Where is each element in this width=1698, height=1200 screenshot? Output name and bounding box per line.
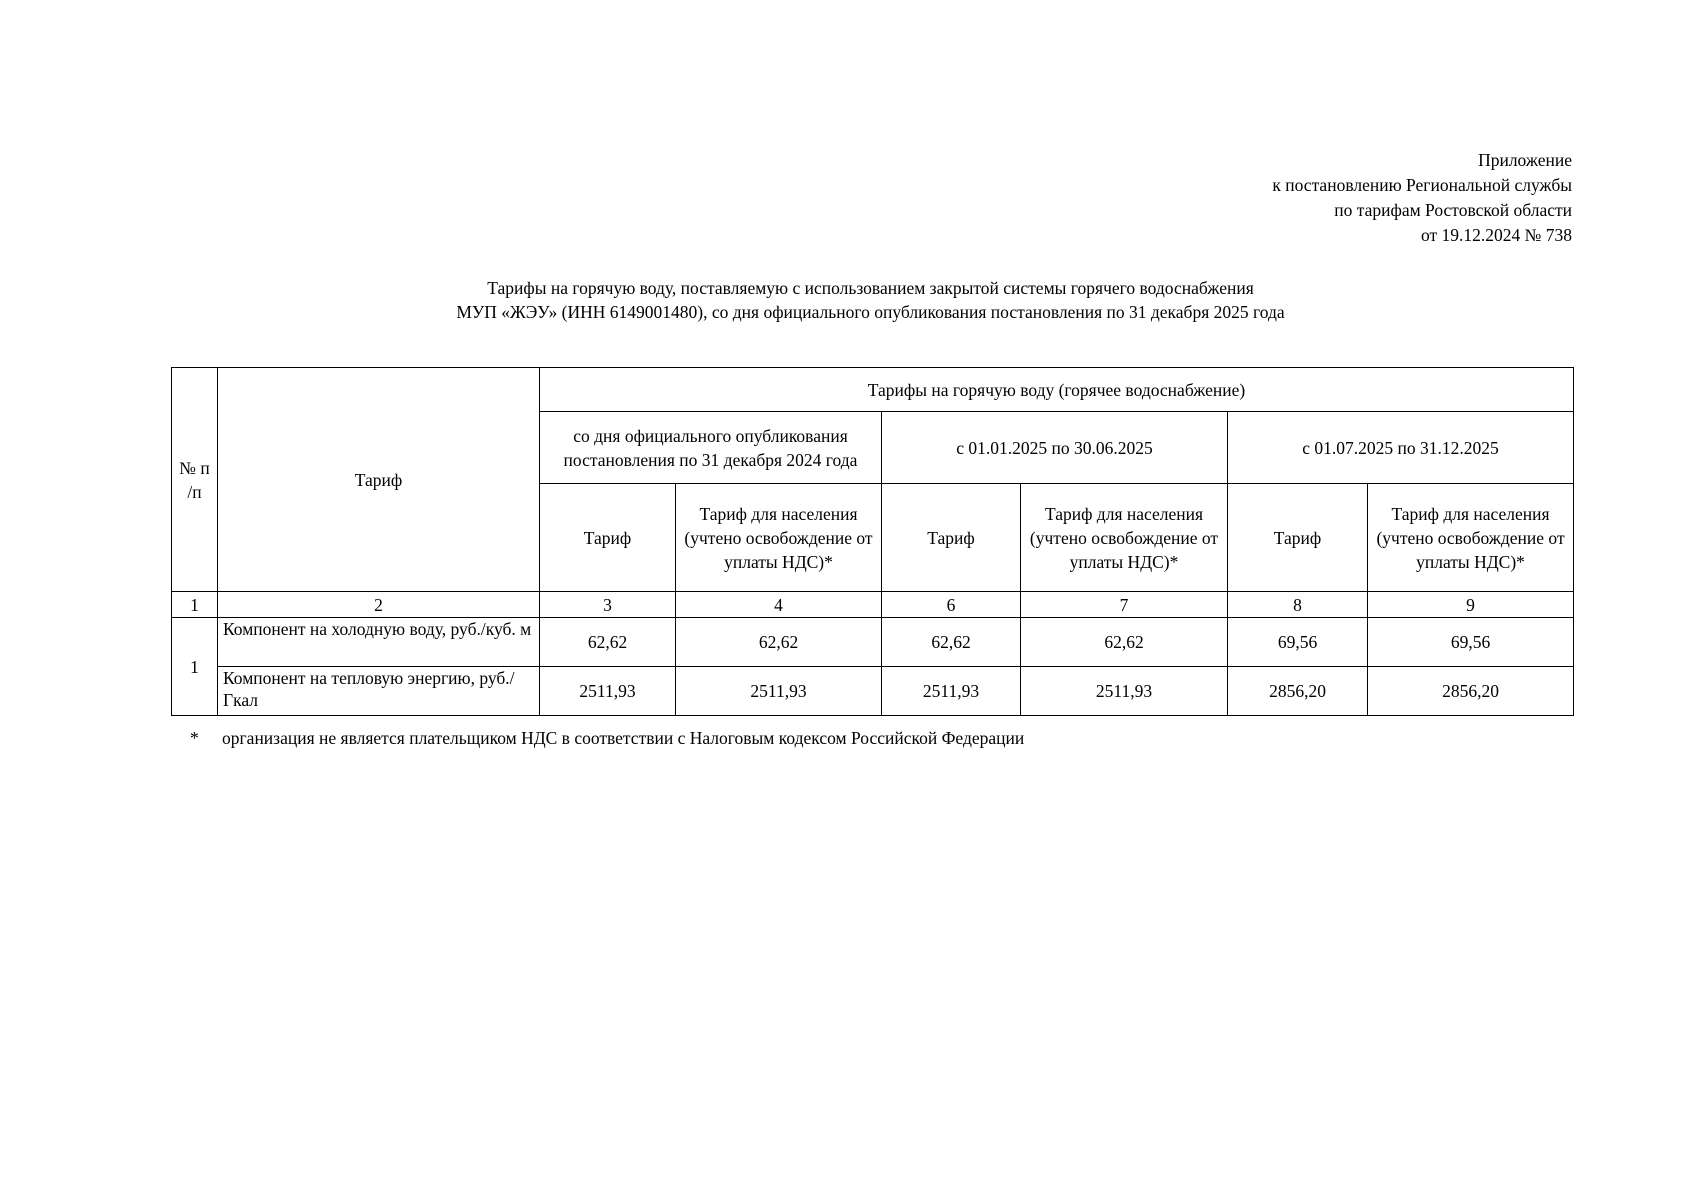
column-number: 4	[676, 592, 882, 618]
table-cell-value: 2856,20	[1368, 667, 1574, 716]
appendix-header	[1272, 148, 1572, 248]
header-number-cell: № п /п	[172, 368, 218, 592]
appendix-line-3: по тарифам Ростовской области	[1334, 200, 1572, 220]
table-cell-value: 69,56	[1368, 618, 1574, 667]
row-number-cell: 1	[172, 618, 218, 716]
header-period-3: с 01.07.2025 по 31.12.2025	[1228, 412, 1574, 484]
table-cell-value: 2511,93	[540, 667, 676, 716]
header-sub-population-3: Тариф для населения (учтено освобождение от уплаты НДС)*	[1368, 484, 1574, 592]
table-row-cold-water	[172, 618, 1574, 667]
column-number: 3	[540, 592, 676, 618]
tariff-table	[171, 367, 1574, 716]
table-cell-value: 2511,93	[1021, 667, 1228, 716]
header-sub-population-2: Тариф для населения (учтено освобождение от уплаты НДС)*	[1021, 484, 1228, 592]
document-title	[171, 276, 1570, 324]
appendix-line-2: к постановлению Региональной службы	[1272, 175, 1572, 195]
column-number: 9	[1368, 592, 1574, 618]
header-period-2: с 01.01.2025 по 30.06.2025	[882, 412, 1228, 484]
table-cell-value: 62,62	[1021, 618, 1228, 667]
table-cell-value: 62,62	[676, 618, 882, 667]
header-sub-tariff-3: Тариф	[1228, 484, 1368, 592]
header-tariff-cell: Тариф	[218, 368, 540, 592]
column-number: 6	[882, 592, 1021, 618]
table-cell-value: 69,56	[1228, 618, 1368, 667]
table-cell-value: 2511,93	[676, 667, 882, 716]
table-cell-value: 2856,20	[1228, 667, 1368, 716]
table-cell-value: 2511,93	[882, 667, 1021, 716]
footnote	[190, 727, 1024, 749]
appendix-line-1: Приложение	[1478, 150, 1572, 170]
header-sub-tariff-2: Тариф	[882, 484, 1021, 592]
column-number: 1	[172, 592, 218, 618]
column-number: 7	[1021, 592, 1228, 618]
row-name-cold-water: Компонент на холодную воду, руб./куб. м	[218, 618, 540, 667]
document-title-line-1: Тарифы на горячую воду, поставляемую с использованием закрытой системы горячего водоснабжения	[487, 278, 1254, 298]
header-row-group	[172, 368, 1574, 412]
header-group-cell: Тарифы на горячую воду (горячее водоснабжение)	[540, 368, 1574, 412]
table-cell-value: 62,62	[882, 618, 1021, 667]
row-name-heat-energy: Компонент на тепловую энергию, руб./Гкал	[218, 667, 540, 716]
column-number: 2	[218, 592, 540, 618]
header-period-1: со дня официального опубликования постановления по 31 декабря 2024 года	[540, 412, 882, 484]
footnote-text: организация не является плательщиком НДС в соответствии с Налоговым кодексом Российской Федерации	[222, 728, 1025, 748]
appendix-line-4: от 19.12.2024 № 738	[1421, 225, 1572, 245]
table-cell-value: 62,62	[540, 618, 676, 667]
column-number: 8	[1228, 592, 1368, 618]
header-sub-tariff-1: Тариф	[540, 484, 676, 592]
table-row-heat-energy	[172, 667, 1574, 716]
document-title-line-2: МУП «ЖЭУ» (ИНН 6149001480), со дня официального опубликования постановления по 31 декабря 2025 года	[456, 302, 1285, 322]
footnote-mark: *	[190, 728, 199, 748]
header-sub-population-1: Тариф для населения (учтено освобождение от уплаты НДС)*	[676, 484, 882, 592]
column-number-row	[172, 592, 1574, 618]
